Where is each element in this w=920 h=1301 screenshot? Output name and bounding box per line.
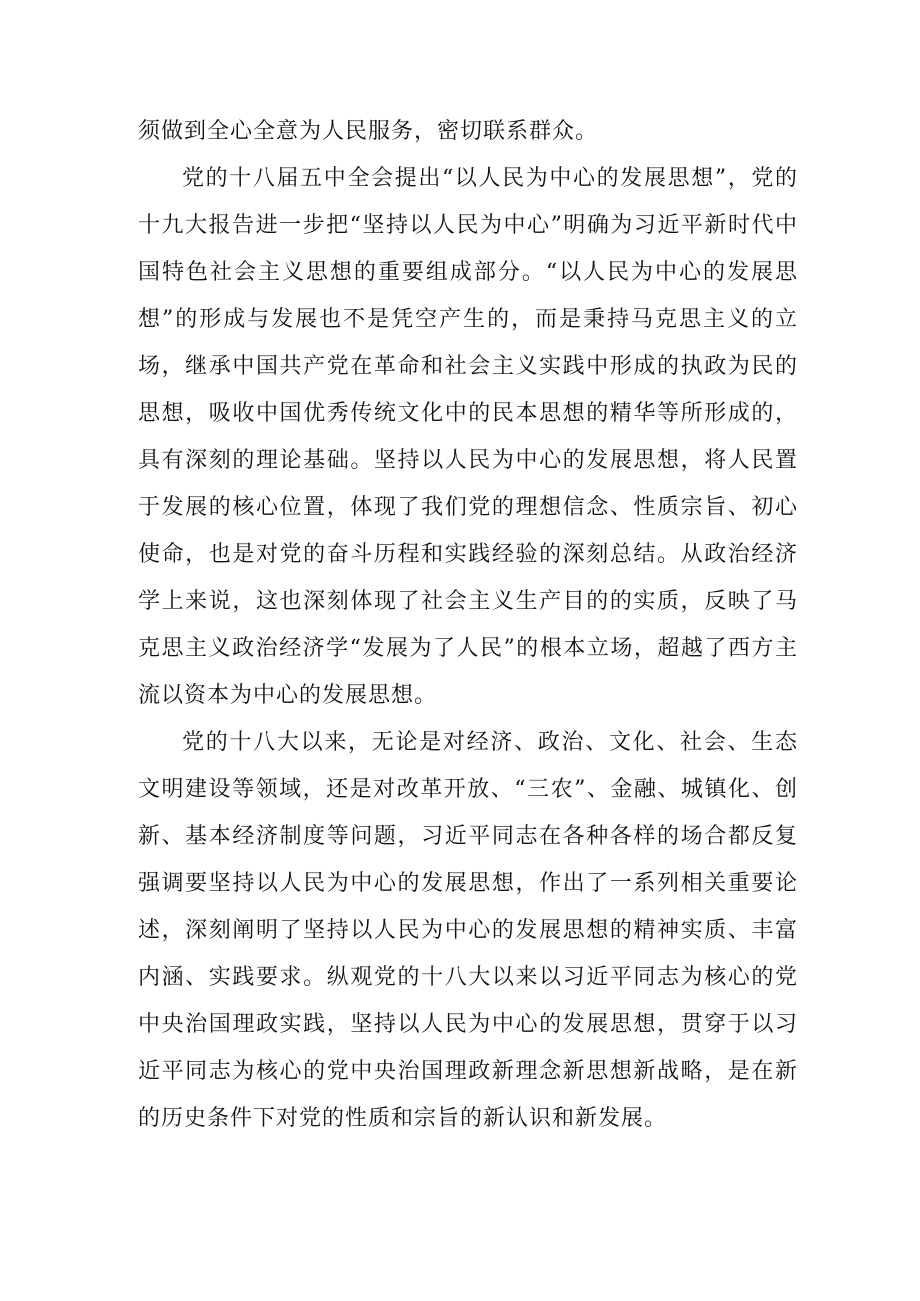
paragraph-since-18th-congress: 党的十八大以来，无论是对经济、政治、文化、社会、生态文明建设等领域，还是对改革开放、“三农”、金融、城镇化、创新、基本经济制度等问题，习近平同志在各种各样的场合都反复强调要坚持以人民为中心的发展思想，作出了一系列相关重要论述，深刻阐明了坚持以人民为中心的发展思想的精神实质、丰富内涵、实践要求。纵观党的十八大以来以习近平同志为核心的党中央治国理政实践，坚持以人民为中心的发展思想，贯穿于以习近平同志为核心的党中央治国理政新理念新思想新战略，是在新的历史条件下对党的性质和宗旨的新认识和新发展。 [138, 730, 798, 1131]
body-text [138, 108, 798, 1142]
paragraph-people-centered-thought: 党的十八届五中全会提出“以人民为中心的发展思想”，党的十九大报告进一步把“坚持以人民为中心”明确为习近平新时代中国特色社会主义思想的重要组成部分。“以人民为中心的发展思想”的形成与发展也不是凭空产生的，而是秉持马克思主义的立场，继承中国共产党在革命和社会主义实践中形成的执政为民的思想，吸收中国优秀传统文化中的民本思想的精华等所形成的，具有深刻的理论基础。坚持以人民为中心的发展思想，将人民置于发展的核心位置，体现了我们党的理想信念、性质宗旨、初心使命，也是对党的奋斗历程和实践经验的深刻总结。从政治经济学上来说，这也深刻体现了社会主义生产目的的实质，反映了马克思主义政治经济学“发展为了人民”的根本立场，超越了西方主流以资本为中心的发展思想。 [138, 166, 798, 708]
paragraph-continuation: 须做到全心全意为人民服务，密切联系群众。 [138, 119, 599, 144]
